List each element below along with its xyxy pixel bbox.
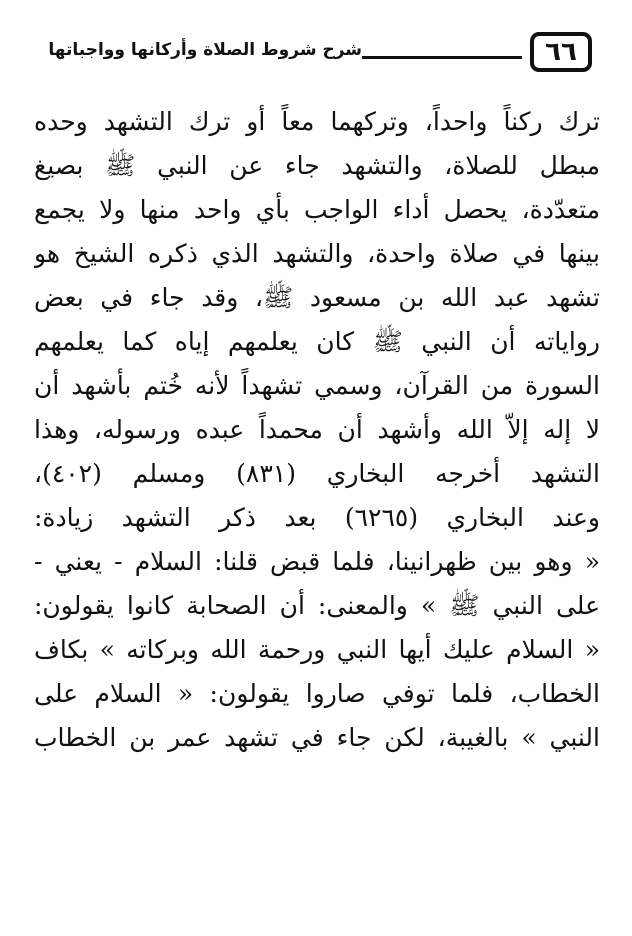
- text-line: السورة من القرآن، وسمي تشهداً لأنه خُتم بأشهد أن: [34, 371, 600, 400]
- text-line: بينها في صلاة واحدة، والتشهد الذي ذكره الشيخ هو: [34, 239, 600, 268]
- page-number-box: [530, 32, 592, 72]
- body-text: [34, 100, 600, 760]
- text-line: « السلام عليك أيها النبي ورحمة الله وبركاته » بكاف: [34, 635, 600, 664]
- text-line: رواياته أن النبي ﷺ كان يعلمهم إياه كما يعلمهم: [34, 327, 600, 356]
- text-line: وعند البخاري (٦٢٦٥) بعد ذكر التشهد زيادة:: [34, 503, 600, 532]
- text-line: الخطاب، فلما توفي صاروا يقولون: « السلام على: [34, 679, 600, 708]
- text-line: على النبي ﷺ » والمعنى: أن الصحابة كانوا يقولون:: [34, 591, 600, 620]
- text-line: النبي » بالغيبة، لكن جاء في تشهد عمر بن الخطاب: [34, 723, 600, 752]
- page-header: [32, 30, 598, 78]
- header-rule: [362, 56, 522, 59]
- running-title: شرح شروط الصلاة وأركانها وواجباتها: [48, 40, 362, 60]
- page-number: ٦٦: [545, 37, 577, 67]
- text-line: لا إله إلاّ الله وأشهد أن محمداً عبده ورسوله، وهذا: [34, 415, 600, 444]
- text-line: مبطل للصلاة، والتشهد جاء عن النبي ﷺ بصيغ: [34, 151, 600, 180]
- text-line: التشهد أخرجه البخاري (٨٣١) ومسلم (٤٠٢)،: [34, 459, 600, 488]
- text-line: متعدّدة، يحصل أداء الواجب بأي واحد منها ولا يجمع: [34, 195, 600, 224]
- text-line: « وهو بين ظهرانينا، فلما قبض قلنا: السلام - يعني -: [34, 547, 600, 576]
- text-line: ترك ركناً واحداً، وتركهما معاً أو ترك التشهد وحده: [34, 107, 600, 136]
- text-line: تشهد عبد الله بن مسعود ﷺ، وقد جاء في بعض: [34, 283, 600, 312]
